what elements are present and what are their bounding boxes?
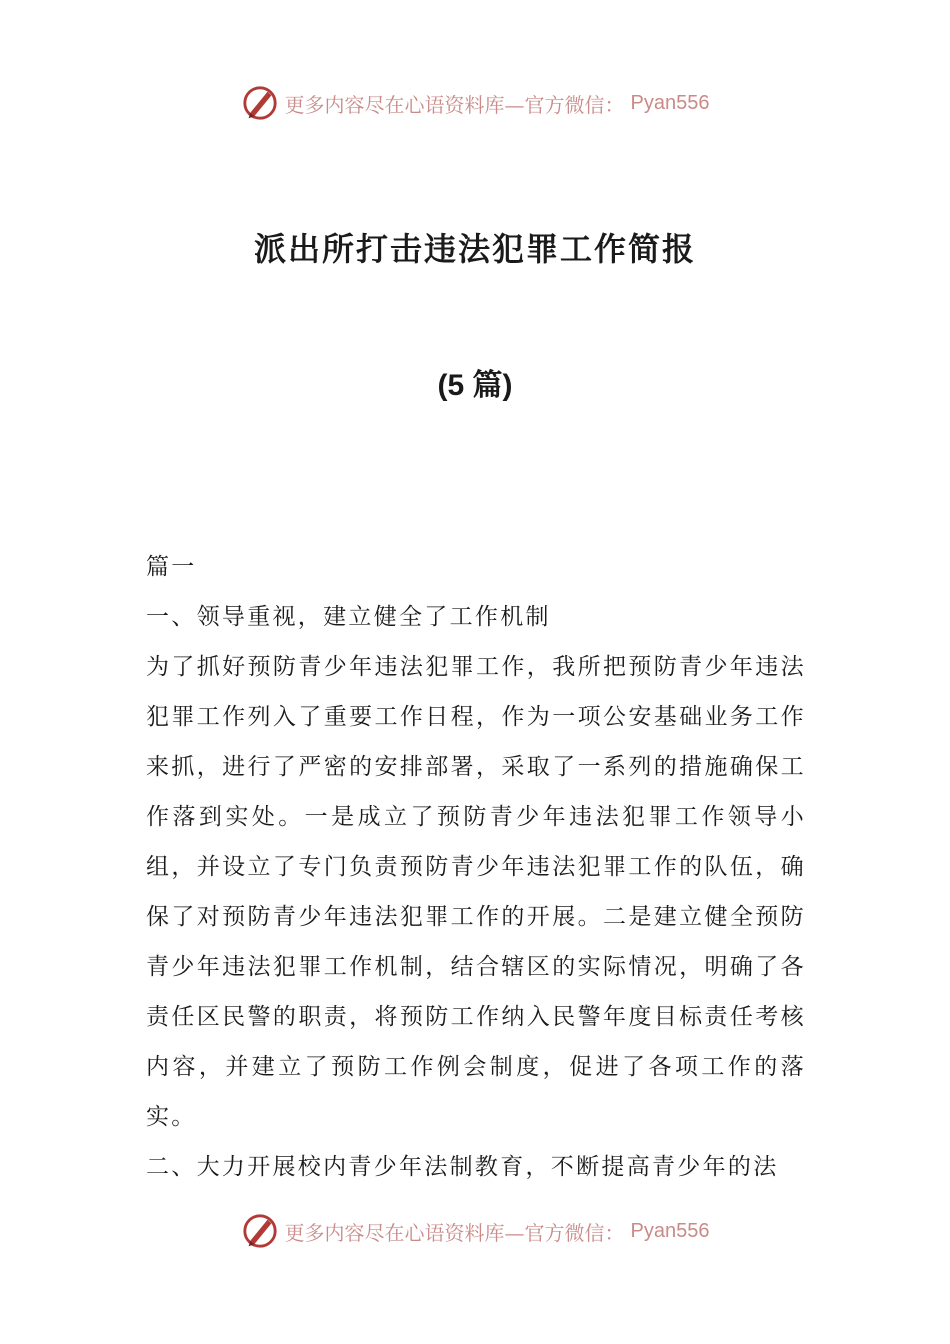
watermark-wechat-id: Pyan556 xyxy=(630,91,710,114)
header-watermark xyxy=(0,84,950,122)
section-heading-2: 二、大力开展校内青少年法制教育，不断提高青少年的法 xyxy=(146,1154,779,1180)
document-body xyxy=(146,542,806,1192)
footer-watermark xyxy=(0,1212,950,1250)
pen-logo-icon xyxy=(241,84,279,122)
section-heading-1: 一、领导重视，建立健全了工作机制 xyxy=(146,604,551,630)
watermark-text: 更多内容尽在心语资料库—官方微信： xyxy=(284,1220,625,1245)
document-subtitle: (5 篇) xyxy=(437,369,513,402)
section-label: 篇一 xyxy=(146,554,197,580)
watermark-wechat-id: Pyan556 xyxy=(630,1219,710,1242)
document-title: 派出所打击违法犯罪工作简报 xyxy=(253,230,696,268)
watermark-text: 更多内容尽在心语资料库—官方微信： xyxy=(284,92,625,117)
pen-logo-icon xyxy=(241,1212,279,1250)
body-paragraph-1: 为了抓好预防青少年违法犯罪工作，我所把预防青少年违法犯罪工作列入了重要工作日程，作为一项公安基础业务工作来抓，进行了严密的安排部署，采取了一系列的措施确保工作落到实处。一是成立了预防青少年违法犯罪工作领导小组，并设立了专门负责预防青少年违法犯罪工作的队伍，确保了对预防青少年违法犯罪工作的开展。二是建立健全预防青少年违法犯罪工作机制，结合辖区的实际情况，明确了各责任区民警的职责，将预防工作纳入民警年度目标责任考核内容，并建立了预防工作例会制度，促进了各项工作的落实。 xyxy=(146,654,806,1130)
